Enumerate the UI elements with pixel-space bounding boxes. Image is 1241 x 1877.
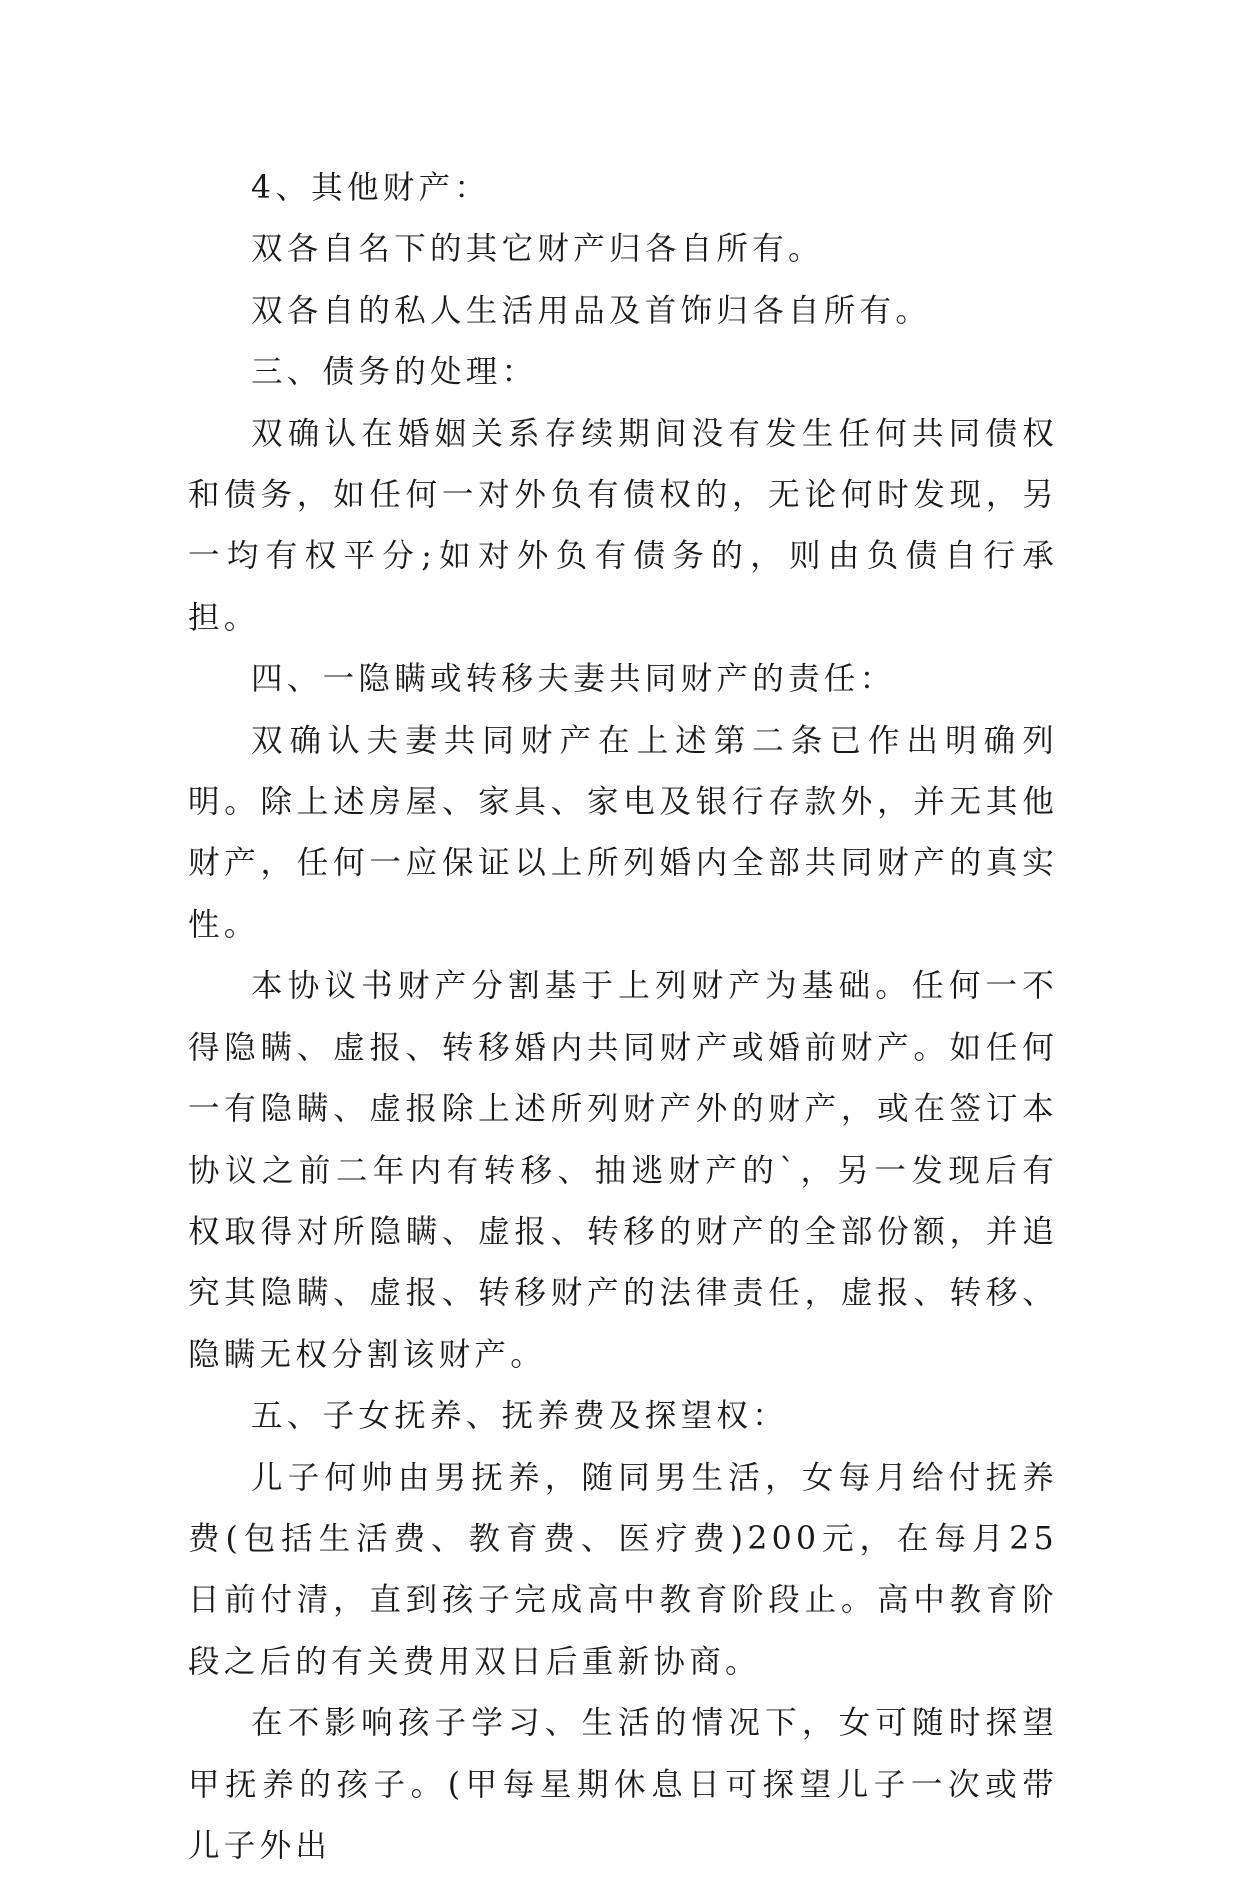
paragraph-other-property-1: 双各自名下的其它财产归各自所有。 [251, 231, 824, 268]
paragraph-debt-heading: 三、债务的处理： [251, 354, 538, 391]
paragraph-debt-body: 双确认在婚姻关系存续期间没有发生任何共同债权和债务，如任何一对外负有债权的，无论何时发现，另一均有权平分;如对外负有债务的，则由负债自行承担。 [188, 415, 1058, 636]
paragraph-custody-body: 儿子何帅由男抚养，随同男生活，女每月给付抚养费(包括生活费、教育费、医疗费)200元，在每月25日前付清，直到孩子完成高中教育阶段止。高中教育阶段之后的有关费用双日后重新协商。 [188, 1459, 1058, 1680]
paragraph-visitation-body: 在不影响孩子学习、生活的情况下，女可随时探望甲抚养的孩子。(甲每星期休息日可探望儿子一次或带儿子外出 [188, 1705, 1058, 1864]
document-body [188, 158, 1058, 1877]
paragraph-concealment-body-2: 本协议书财产分割基于上列财产为基础。任何一不得隐瞒、虚报、转移婚内共同财产或婚前财产。如任何一有隐瞒、虚报除上述所列财产外的财产，或在签订本协议之前二年内有转移、抽逃财产的`，另一发现后有权取得对所隐瞒、虚报、转移的财产的全部份额，并追究其隐瞒、虚报、转移财产的法律责任，虚报、转移、隐瞒无权分割该财产。 [188, 968, 1058, 1373]
paragraph-concealment-heading: 四、一隐瞒或转移夫妻共同财产的责任： [251, 661, 896, 698]
paragraph-other-property-2: 双各自的私人生活用品及首饰归各自所有。 [251, 292, 932, 329]
paragraph-other-property-heading: 4、其他财产： [251, 170, 491, 206]
paragraph-custody-heading: 五、子女抚养、抚养费及探望权： [251, 1398, 789, 1435]
paragraph-concealment-body-1: 双确认夫妻共同财产在上述第二条已作出明确列明。除上述房屋、家具、家电及银行存款外，并无其他财产，任何一应保证以上所列婚内全部共同财产的真实性。 [188, 722, 1058, 943]
